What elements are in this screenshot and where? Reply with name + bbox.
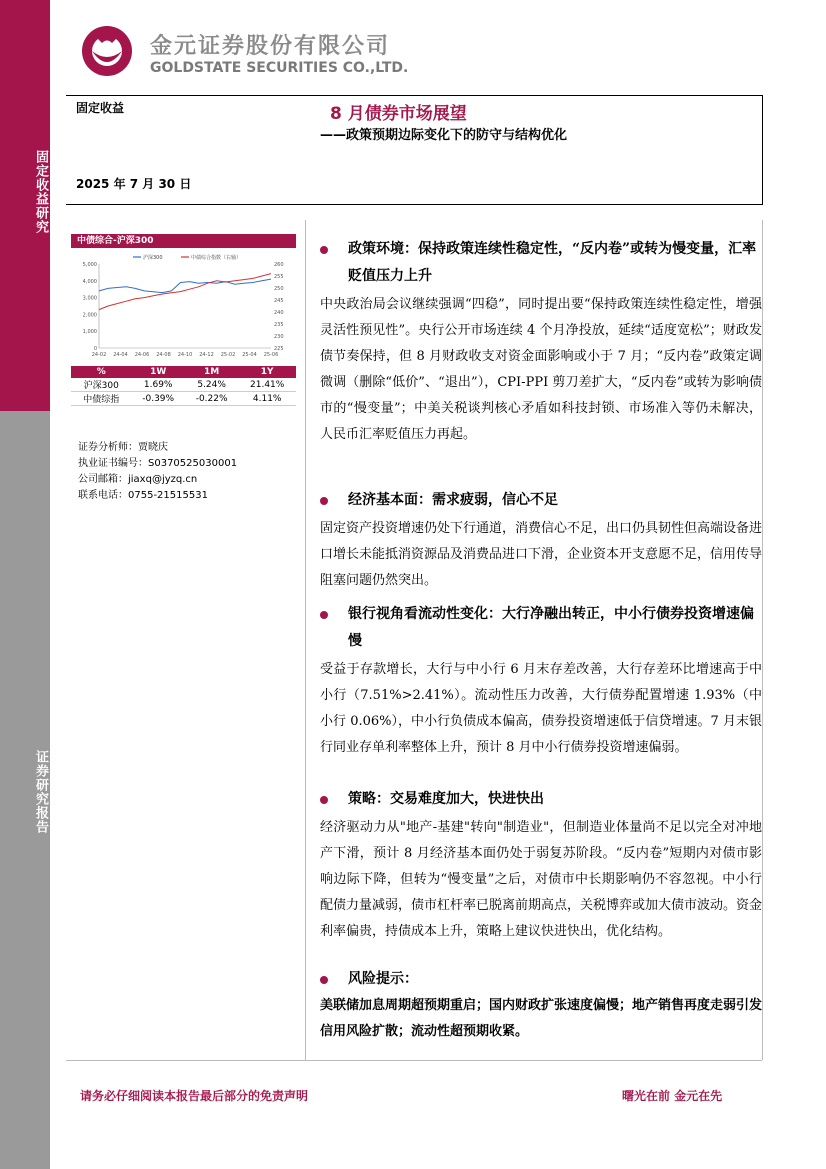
section-heading (320, 487, 762, 514)
bullet-icon (320, 796, 328, 804)
section-body: 受益于存款增长，大行与中小行 6 月末存差改善，大行存差环比增速高于中小行（7.51%>2.41%）。流动性压力改善，大行债券配置增速 1.93%（中小行 0.06%），中小行负债成本偏高，债券投资增速低于信贷增速。7 月末银行同业存单利率整体上升，预计 8 月中小行债券投资增速偏弱。 (320, 662, 762, 755)
bullet-icon (320, 611, 328, 619)
table-cell: 1.69% (131, 378, 184, 392)
chart-x-tick-label: 25-04 (242, 352, 257, 358)
chart-title: 中债综合-沪深300 (71, 234, 296, 248)
chart-x-tick-label: 24-10 (177, 352, 193, 358)
section-heading-text: 政策环境：保持政策连续性稳定性，“反内卷”或转为慢变量，汇率贬值压力上升 (348, 241, 757, 284)
chart-y-left-tick-label: 5,000 (82, 262, 97, 268)
risk-body: 美联储加息周期超预期重启；国内财政扩张速度偏慢；地产销售再度走弱引发信用风险扩散；流动性超预期收紧。 (320, 998, 763, 1039)
doc-type: 固定收益 (76, 101, 125, 115)
chart-y-right-tick-label: 250 (274, 286, 284, 292)
chart-y-right-tick-label: 260 (274, 262, 284, 268)
chart-y-left-tick-label: 0 (93, 346, 97, 352)
chart-series-line (99, 274, 271, 310)
analyst-phone: 联系电话：0755-21515531 (78, 490, 208, 501)
chart-x-tick-label: 24-04 (113, 352, 128, 358)
table-cell: 21.41% (238, 378, 296, 392)
table-header-cell: 1Y (238, 366, 296, 378)
section-body: 经济驱动力从"地产-基建"转向"制造业"，但制造业体量尚不足以完全对冲地产下滑，预计 8 月经济基本面仍处于弱复苏阶段。“反内卷”短期内对债市影响边际下降，但转为“慢变量”之后，对债市中长期影响仍不容忽视。中小行配债力量减弱，债市杠杆率已脱离前期高点，关税博弈或加大债市波动。资金利率偏贵，持债成本上升，策略上建议快进快出，优化结构。 (320, 820, 763, 939)
table-cell: -0.39% (131, 392, 184, 406)
chart-y-right-tick-label: 255 (274, 274, 284, 280)
report-title: 8 月债券市场展望 (330, 104, 467, 124)
header-bottom-rule (66, 204, 762, 205)
company-name-en: GOLDSTATE SECURITIES CO.,LTD. (150, 60, 409, 76)
company-logo-icon (76, 25, 138, 77)
chart-x-tick-label: 24-08 (156, 352, 171, 358)
chart-x-tick-label: 24-06 (134, 352, 150, 358)
chart-y-left-tick-label: 2,000 (82, 312, 97, 319)
header-right-rule (762, 95, 763, 205)
sidebar-top-label: 固定收益研究 (33, 150, 48, 234)
table-cell: -0.22% (185, 392, 238, 406)
chart-y-right-tick-label: 245 (274, 298, 284, 304)
section-policy (320, 236, 762, 448)
company-name-cn: 金元证券股份有限公司 (150, 34, 391, 59)
section-body: 固定资产投资增速仍处下行通道，消费信心不足，出口仍具韧性但高端设备进口增长未能抵消资源品及消费品进口下滑，企业资本开支意愿不足，信用传导阻塞问题仍然突出。 (320, 521, 763, 588)
table-cell: 4.11% (238, 392, 296, 406)
section-liquidity (320, 601, 762, 761)
chart-y-left-tick-label: 4,000 (82, 278, 97, 285)
chart-y-right-tick-label: 240 (274, 310, 284, 316)
table-cell: 5.24% (185, 378, 238, 392)
analyst-email[interactable]: 公司邮箱：jiaxq@jyzq.cn (78, 474, 198, 485)
analyst-info (78, 440, 237, 504)
section-heading-text: 银行视角看流动性变化：大行净融出转正，中小行债券投资增速偏慢 (348, 606, 754, 649)
bullet-icon (320, 976, 328, 984)
report-subtitle: ——政策预期边际变化下的防守与结构优化 (320, 128, 568, 143)
analyst-name: 证券分析师：贾晓庆 (78, 442, 168, 453)
section-heading (320, 236, 762, 290)
section-body: 中央政治局会议继续强调“四稳”，同时提出要“保持政策连续性稳定性，增强灵活性预见性”。央行公开市场连续 4 个月净投放，延续“适度宽松”；财政发债节奏保持，但 8 月财政收支对资金面影响或小于 7 月；“反内卷”政策定调微调（删除“低价”、“退出”），CPI-PPI 剪刀差扩大，“反内卷”或转为影响债市的“慢变量”；中美关税谈判核心矛盾如科技封锁、市场准入等仍未解决，人民币汇率贬值压力再起。 (320, 297, 762, 442)
section-heading (320, 601, 762, 655)
footer-disclaimer: 请务必仔细阅读本报告最后部分的免责声明 (80, 1089, 309, 1103)
section-heading-text: 经济基本面：需求疲弱，信心不足 (348, 492, 558, 508)
section-heading-text: 风险提示： (348, 971, 418, 987)
table-row (71, 378, 296, 392)
analyst-cert: 执业证书编号：S0370525030001 (78, 458, 238, 469)
section-heading (320, 786, 762, 813)
chart-x-tick-label: 25-02 (220, 352, 236, 358)
section-heading (320, 966, 762, 993)
chart-legend-label: 沪深300 (143, 255, 163, 261)
table-header-cell: % (71, 366, 131, 378)
index-line-chart (71, 250, 296, 364)
table-row (71, 392, 296, 406)
performance-table (71, 366, 296, 406)
chart-y-left-tick-label: 1,000 (82, 329, 97, 336)
chart-y-right-tick-label: 225 (274, 346, 284, 352)
table-cell: 沪深300 (71, 378, 131, 392)
sidebar-bottom-label: 证券研究报告 (33, 750, 48, 834)
chart-y-right-tick-label: 230 (274, 334, 284, 340)
chart-y-right-tick-label: 235 (274, 322, 284, 328)
table-cell: 中债综指 (71, 392, 131, 406)
table-header-cell: 1M (185, 366, 238, 378)
body-column-rule (305, 220, 306, 1060)
chart-x-tick-label: 25-06 (263, 352, 279, 358)
section-heading-text: 策略：交易难度加大，快进快出 (348, 791, 544, 807)
footer-slogan: 曙光在前 金元在先 (622, 1089, 723, 1103)
footer-rule (66, 1060, 762, 1061)
bullet-icon (320, 246, 328, 254)
section-strategy (320, 786, 762, 945)
chart-x-tick-label: 24-02 (91, 352, 107, 358)
chart-legend-label: 中债综合指数（右轴） (191, 255, 242, 261)
table-header-cell: 1W (131, 366, 184, 378)
chart-y-left-tick-label: 3,000 (82, 295, 97, 302)
chart-x-tick-label: 24-12 (199, 352, 214, 358)
section-economy (320, 487, 762, 594)
header-top-rule (66, 95, 762, 96)
bullet-icon (320, 497, 328, 505)
body-right-rule (762, 220, 763, 1060)
section-risk (320, 966, 762, 1045)
report-date: 2025 年 7 月 30 日 (76, 177, 192, 191)
